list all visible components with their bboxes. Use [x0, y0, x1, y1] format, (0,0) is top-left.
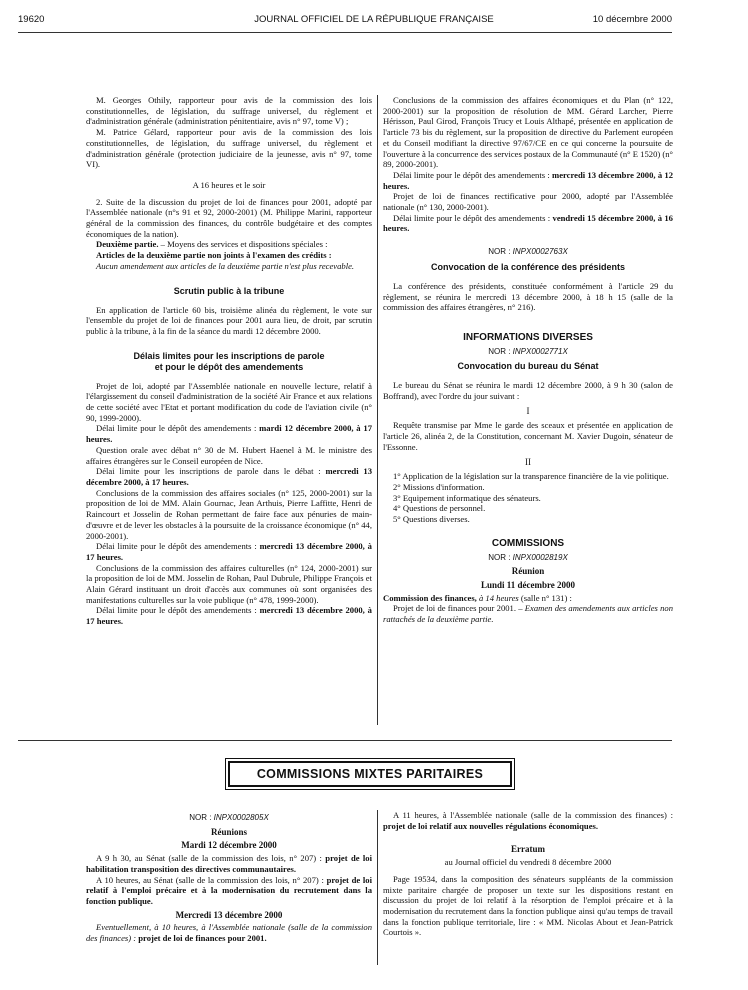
nor-reference: NOR : INPX0002819X: [488, 552, 568, 562]
page-number: 19620: [18, 14, 45, 25]
paragraph: Conclusions de la commission des affaires économiques et du Plan (n° 122, 2000-2001) sur la proposition de résolution de MM. Gérard Larcher, Pierre Hérisson, Paul Girod, François Trucy et Louis Althapé, présentée en application de l'article 73 bis du règlement, sur la proposition de directive du Parlement européen et du Conseil modifiant la directive 97/67/CE en ce qui concerne la poursuite de l'ouverture à la concurrence des services postaux de la Communauté (n° E 1520) (n° 89, 2000-2001).: [383, 95, 673, 170]
subheading: Lundi 11 décembre 2000: [480, 579, 576, 590]
subheading: Mercredi 13 décembre 2000: [175, 909, 283, 920]
paragraph-bold: Articles de la deuxième partie non joints à l'examen des crédits :: [96, 250, 332, 261]
paragraph: Commission des finances, à 14 heures (salle n° 131) :: [383, 592, 572, 603]
column-divider-bottom: [377, 810, 378, 965]
paragraph: Deuxième partie. – Moyens des services et dispositions spéciales :: [96, 239, 328, 250]
list-item: 2° Missions d'information.: [393, 481, 485, 492]
paragraph: Délai limite pour le dépôt des amendements : mercredi 13 décembre 2000, à 17 heures.: [86, 541, 372, 562]
paragraph: Délai limite pour le dépôt des amendements : mardi 12 décembre 2000, à 17 heures.: [86, 423, 372, 445]
paragraph: M. Patrice Gélard, rapporteur pour avis de la commission des lois constitutionnelles, de législation, du suffrage universel, du règlement et d'administration générale (protection judiciaire de la jeunesse, avis n° 97, tome VI).: [86, 127, 372, 170]
journal-title: JOURNAL OFFICIEL DE LA RÉPUBLIQUE FRANÇAISE: [254, 14, 494, 25]
section-banner: COMMISSIONS MIXTES PARITAIRES: [228, 761, 512, 787]
column-left: [86, 95, 372, 627]
paragraph: En application de l'article 60 bis, troisième alinéa du règlement, le vote sur l'ensemble du projet de loi de finances pour 2001 aura lieu, de droit, par scrutin public à la tribune, à la fin de la séance du mardi 12 décembre 2000.: [86, 304, 372, 336]
list-item: 3° Equipement informatique des sénateurs.: [393, 492, 541, 503]
roman-numeral: II: [525, 456, 531, 467]
column-bottom-right: [383, 810, 673, 938]
column-divider-top: [377, 95, 378, 725]
issue-date: 10 décembre 2000: [592, 14, 672, 25]
paragraph: A 11 heures, à l'Assemblée nationale (salle de la commission des finances) : projet de loi relatif aux nouvelles régulations économiques.: [383, 810, 673, 831]
paragraph: Délai limite pour les inscriptions de parole dans le débat : mercredi 13 décembre 2000, à 17 heures.: [86, 466, 372, 487]
paragraph: A 10 heures, au Sénat (salle de la commission des lois, n° 207) : projet de loi relatif à l'emploi précaire et à la modernisation du recrutement dans la fonction publique.: [86, 874, 372, 906]
section-heading: Délais limites pour les inscriptions de parole et pour le dépôt des amendements: [133, 350, 325, 372]
nor-reference: NOR : INPX0002805X: [189, 813, 269, 822]
nor-reference: NOR : INPX0002763X: [488, 247, 568, 257]
paragraph: Conclusions de la commission des affaires culturelles (n° 124, 2000-2001) sur la proposition de loi de MM. Josselin de Rohan, Paul Dubrule, Philippe François et Alain Gérard instituant un droit d'accès aux communes où sont organisées des manifestations culturelles sur la voie publique (n° 478, 1999-2000).: [86, 562, 372, 605]
list-item: 4° Questions de personnel.: [393, 503, 486, 514]
nor-reference: NOR : INPX0002771X: [488, 346, 568, 356]
page-header: [0, 14, 748, 30]
agenda-list: [383, 471, 673, 525]
paragraph: Conclusions de la commission des affaires sociales (n° 125, 2000-2001) sur la proposition de loi de MM. Alain Gournac, Jean Arthuis, Pierre Laffitte, Henri de Raincourt et Josselin de Rohan permettant de faire face aux pénuries de main-d'œuvre et de lever les obstacles à la poursuite de la croissance économique (n° 44, 2000-2001).: [86, 487, 372, 541]
paragraph: Requête transmise par Mme le garde des sceaux et présentée en application de l'article 26, alinéa 2, de la Constitution, concernant M. Xavier Dugoin, sénateur de l'Essonne.: [383, 420, 673, 452]
paragraph: La conférence des présidents, constituée conformément à l'article 29 du règlement, se réunira le mercredi 13 décembre 2000, à 18 h 15 (salle de la commission des affaires étrangères, n° 216).: [383, 280, 673, 313]
paragraph: Projet de loi, adopté par l'Assemblée nationale en nouvelle lecture, relatif à l'élargissement du conseil d'administration de la société Air France et aux relations de cette société avec l'Etat et portant modification du code de l'aviation civile (n° 90, 1999-2000).: [86, 380, 372, 423]
subheading: Mardi 12 décembre 2000: [181, 840, 277, 851]
section-rule: [18, 740, 672, 741]
paragraph: Délai limite pour le dépôt des amendements : mercredi 13 décembre 2000, à 12 heures.: [383, 169, 673, 191]
paragraph-italic: Aucun amendement aux articles de la deuxième partie n'est plus recevable.: [96, 260, 355, 271]
erratum-reference: au Journal officiel du vendredi 8 décembre 2000: [444, 857, 612, 868]
session-time: A 16 heures et le soir: [192, 179, 266, 190]
paragraph: Eventuellement, à 10 heures, à l'Assemblée nationale (salle de la commission des finances) : projet de loi de finances pour 2001.: [86, 922, 372, 944]
section-heading: Convocation du bureau du Sénat: [457, 361, 599, 372]
paragraph: Page 19534, dans la composition des sénateurs suppléants de la commission mixte paritaire chargée de proposer un texte sur les dispositions restant en discussion du projet de loi relatif à la résorption de l'emploi précaire et à la modernisation du recrutement dans la fonction publique ainsi qu'au temps de travail dans la fonction publique territoriale, lire : « MM. Nicolas About et Jean-Patrick Courtois ».: [383, 873, 673, 938]
section-title: INFORMATIONS DIVERSES: [463, 331, 593, 343]
section-heading: Scrutin public à la tribune: [173, 285, 285, 296]
section-title: COMMISSIONS: [491, 537, 565, 549]
list-item: 5° Questions diverses.: [393, 514, 470, 525]
paragraph: Délai limite pour le dépôt des amendements : vendredi 15 décembre 2000, à 16 heures.: [383, 212, 673, 234]
subheading: Réunions: [210, 826, 247, 837]
paragraph: Le bureau du Sénat se réunira le mardi 12 décembre 2000, à 9 h 30 (salon de Boffrand), avec l'ordre du jour suivant :: [383, 380, 673, 402]
paragraph: M. Georges Othily, rapporteur pour avis de la commission des lois constitutionnelles, de législation, du suffrage universel, du règlement et d'administration générale (administration pénitentiaire, avis n° 97, tome V) ;: [86, 95, 372, 127]
paragraph: Question orale avec débat n° 30 de M. Hubert Haenel à M. le ministre des affaires étrangères sur le Conseil européen de Nice.: [86, 444, 372, 466]
subheading: Erratum: [511, 844, 545, 855]
header-rule: [18, 32, 672, 33]
paragraph: Délai limite pour le dépôt des amendements : mercredi 13 décembre 2000, à 17 heures.: [86, 605, 372, 627]
column-bottom-left: [86, 810, 372, 944]
list-item: 1° Application de la législation sur la transparence financière de la vie politique.: [393, 471, 669, 482]
column-right: [383, 95, 673, 625]
paragraph: Projet de loi de finances rectificative pour 2000, adopté par l'Assemblée nationale (n° 130, 2000-2001).: [383, 191, 673, 213]
paragraph: 2. Suite de la discussion du projet de loi de finances pour 2001, adopté par l'Assemblée nationale (n°s 91 et 92, 2000-2001) (M. Philippe Marini, rapporteur général de la commission des finances, du contrôle budgétaire et des comptes économiques de la nation).: [86, 196, 372, 239]
roman-numeral: I: [526, 405, 530, 416]
paragraph: Projet de loi de finances pour 2001. – Examen des amendements aux articles non rattachés de la deuxième partie.: [383, 603, 673, 625]
subheading: Réunion: [511, 566, 545, 577]
section-heading: Convocation de la conférence des présidents: [430, 261, 626, 272]
paragraph: A 9 h 30, au Sénat (salle de la commission des lois, n° 207) : projet de loi habilitation transposition des directives communautaires.: [86, 853, 372, 874]
